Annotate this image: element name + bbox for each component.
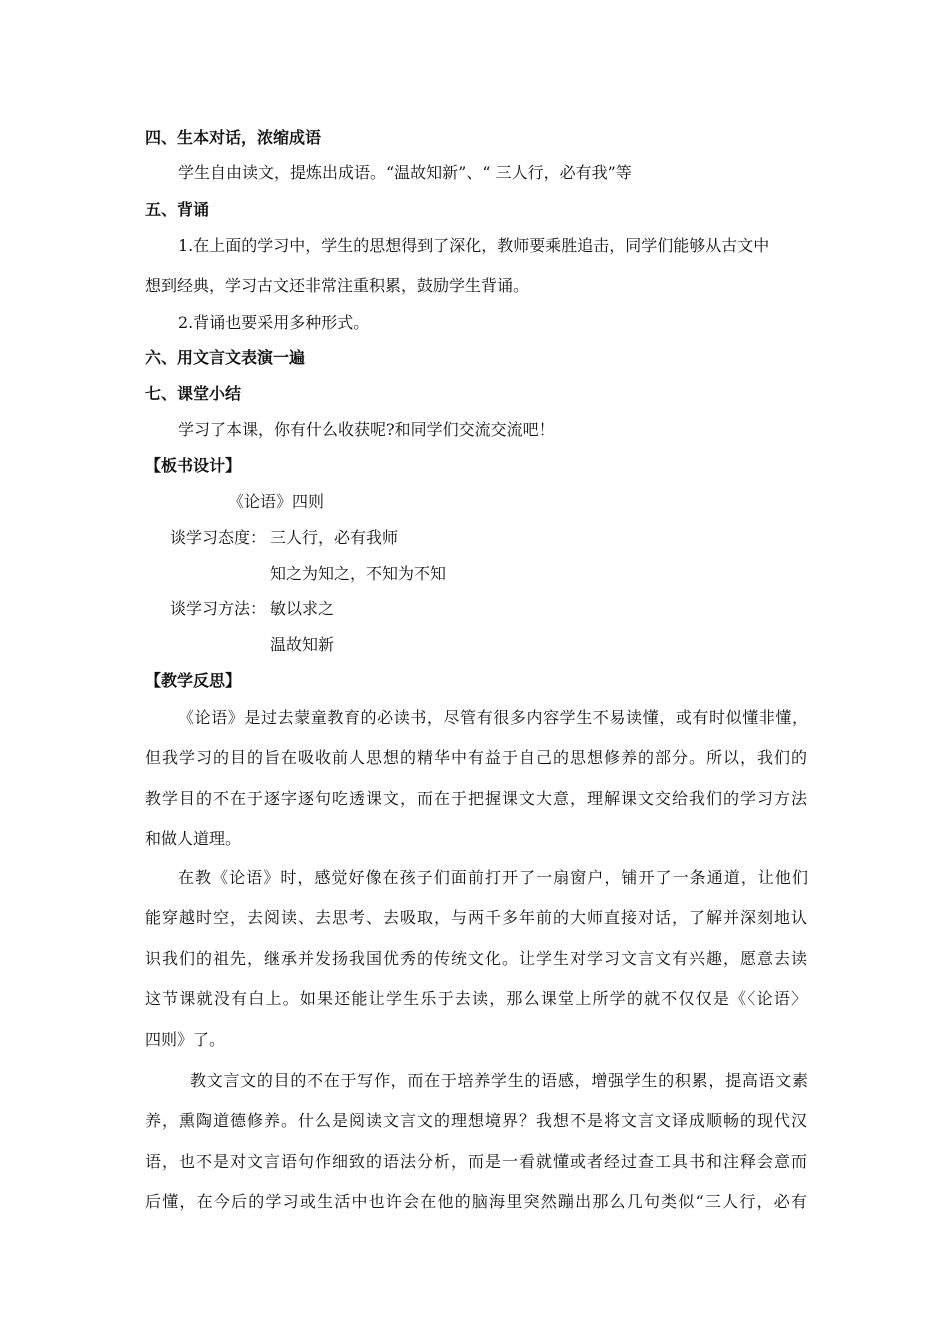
reflection-p1-line-2: 但我学习的目的旨在吸收前人思想的精华中有益于自己的思想修养的部分。所以，我们的: [145, 748, 807, 767]
board-attitude-item-2: 知之为知之，不知为不知: [270, 564, 447, 583]
reflection-p1-line-3: 教学目的不在于逐字逐句吃透课文，而在于把握课文大意，理解课文交给我们的学习方法: [145, 789, 807, 808]
reflection-p3-line-3: 语，也不是对文言语句作细致的语法分析，而是一看就懂或者经过查工具书和注释会意而: [145, 1152, 807, 1171]
reflection-p2-line-2: 能穿越时空，去阅读、去思考、去吸取，与两千多年前的大师直接对话，了解并深刻地认: [145, 908, 807, 927]
section-7-text: 学习了本课，你有什么收获呢?和同学们交流交流吧！: [178, 420, 555, 439]
board-method-label: 谈学习方法：: [170, 599, 267, 618]
reflection-p2-line-5: 四则》了。: [145, 1030, 226, 1049]
board-attitude-label: 谈学习态度：: [170, 528, 267, 547]
reflection-p3-line-4: 后懂，在今后的学习或生活中也许会在他的脑海里突然蹦出那么几句类似“三人行，必有: [145, 1192, 807, 1211]
board-method-item-2: 温故知新: [270, 635, 335, 654]
reflection-p3-line-2: 养，熏陶道德修养。什么是阅读文言文的理想境界？我想不是将文言文译成顺畅的现代汉: [145, 1111, 807, 1130]
section-5-item1-line2: 想到经典，学习古文还非常注重积累，鼓励学生背诵。: [145, 276, 530, 295]
board-title: 《论语》四则: [228, 492, 325, 511]
section-5-heading: 五、背诵: [145, 200, 210, 219]
reflection-p2-line-3: 识我们的祖先，继承并发扬我国优秀的传统文化。让学生对学习文言文有兴趣，愿意去读: [145, 949, 807, 968]
board-design-heading: 【板书设计】: [145, 456, 242, 475]
section-5-item2: 2.背诵也要采用多种形式。: [178, 313, 370, 332]
section-5-item1-line1: 1.在上面的学习中，学生的思想得到了深化，教师要乘胜追击，同学们能够从古文中: [178, 236, 770, 255]
reflection-heading: 【教学反思】: [145, 671, 242, 690]
section-4-heading: 四、生本对话，浓缩成语: [145, 128, 322, 147]
reflection-p2-line-1: 在教《论语》时，感觉好像在孩子们面前打开了一扇窗户，铺开了一条通道，让他们: [178, 868, 808, 887]
reflection-p3-line-1: 教文言文的目的不在于写作，而在于培养学生的语感，增强学生的积累，提高语文素: [190, 1071, 808, 1090]
board-method-item-1: 敏以求之: [270, 599, 335, 618]
reflection-p2-line-4: 这节课就没有白上。如果还能让学生乐于去读，那么课堂上所学的就不仅仅是《〈论语〉: [145, 989, 807, 1008]
section-7-heading: 七、课堂小结: [145, 384, 242, 403]
board-attitude-item-1: 三人行，必有我师: [270, 528, 399, 547]
reflection-p1-line-4: 和做人道理。: [145, 829, 242, 848]
section-6-heading: 六、用文言文表演一遍: [145, 348, 306, 367]
section-4-text: 学生自由读文，提炼出成语。“温故知新”、“ 三人行，必有我”等: [178, 163, 632, 182]
reflection-p1-line-1: 《论语》是过去蒙童教育的必读书，尽管有很多内容学生不易读懂，或有时似懂非懂，: [178, 708, 808, 727]
